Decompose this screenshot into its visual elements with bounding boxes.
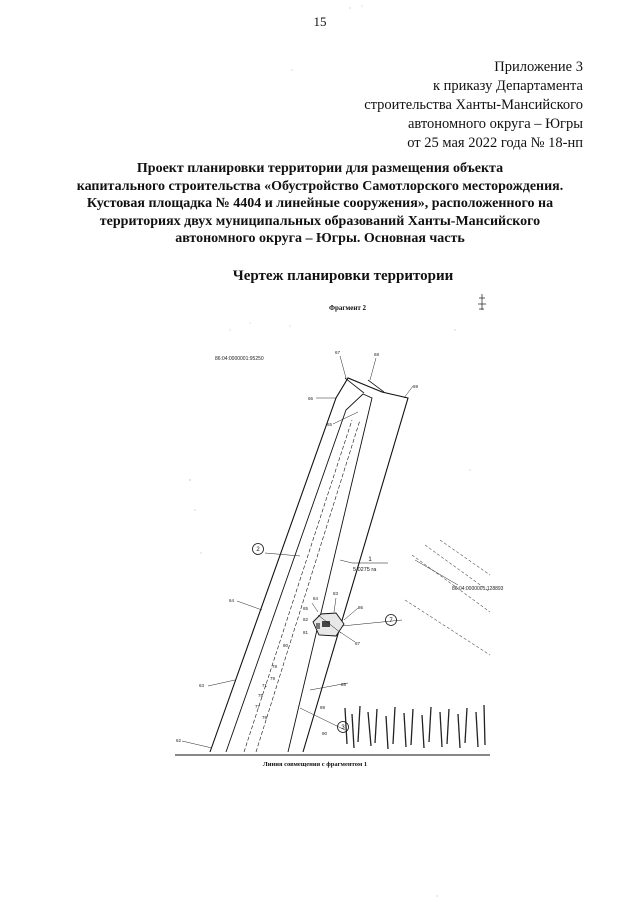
- cadastral-number: 86:04:0000001:128893: [452, 586, 504, 592]
- point-label: 76: [262, 715, 268, 720]
- point-label: 77: [255, 704, 261, 709]
- point-label: 89: [320, 705, 326, 710]
- point-label: 71: [262, 683, 268, 688]
- appendix-line: от 25 мая 2022 года № 18-нп: [407, 135, 583, 151]
- title-line: Кустовая площадка № 4404 и линейные сооружения», расположенного на: [86, 196, 554, 211]
- point-label: 90: [322, 731, 328, 736]
- zone-marker-7: 7: [389, 618, 393, 624]
- point-label: 83: [333, 591, 339, 596]
- point-label: 62: [176, 738, 182, 743]
- point-label: 80: [283, 643, 289, 648]
- appendix-line: Приложение 3: [494, 59, 583, 75]
- corner-mark: [478, 294, 486, 310]
- boundary-hatch-lines: [405, 540, 490, 655]
- combination-caption: Линия совмещения с фрагментом 1: [262, 761, 368, 768]
- title-line: Проект планировки территории для размещения объекта: [136, 161, 504, 176]
- point-label: 84: [313, 596, 319, 601]
- well-pad: [313, 613, 344, 636]
- zone-marker-1: 1: [368, 557, 372, 563]
- point-label: 68: [374, 352, 380, 357]
- point-label: 66: [308, 396, 314, 401]
- area-label: 5.0275 га: [353, 567, 377, 573]
- point-label: 79: [270, 676, 276, 681]
- point-label: 65: [327, 422, 333, 427]
- point-label: 75: [258, 693, 264, 698]
- point-label: 88: [341, 682, 347, 687]
- point-label: 64: [229, 598, 235, 603]
- point-label: 87: [355, 641, 361, 646]
- point-label: 63: [199, 683, 205, 688]
- corridor-boundary: [210, 378, 408, 752]
- point-label: 78: [272, 664, 278, 669]
- point-label: 81: [303, 630, 309, 635]
- point-label: 67: [335, 350, 341, 355]
- point-leader-lines: [182, 356, 458, 748]
- appendix-line: автономного округа – Югры: [407, 116, 583, 132]
- point-label: 69: [413, 384, 419, 389]
- appendix-line: строительства Ханты-Мансийского: [364, 97, 583, 113]
- title-line: территориях двух муниципальных образований Ханты-Мансийского: [99, 213, 541, 229]
- title-line: автономного округа – Югры. Основная часть: [175, 231, 465, 246]
- page-number: 15: [313, 14, 327, 29]
- point-label: 86: [358, 605, 364, 610]
- zone-marker-3: 3: [341, 725, 345, 731]
- vegetation-texture: [345, 705, 485, 749]
- zone-marker-2: 2: [256, 547, 260, 553]
- point-label: 85: [303, 606, 309, 611]
- title-line: капитального строительства «Обустройство Самотлорского месторождения.: [76, 178, 564, 194]
- cadastral-number: 86:04:0000001:95250: [215, 356, 264, 362]
- appendix-line: к приказу Департамента: [432, 78, 583, 94]
- point-label: 82: [303, 617, 309, 622]
- drawing-title: Чертеж планировки территории: [232, 268, 454, 284]
- fragment-label: Фрагмент 2: [328, 304, 367, 312]
